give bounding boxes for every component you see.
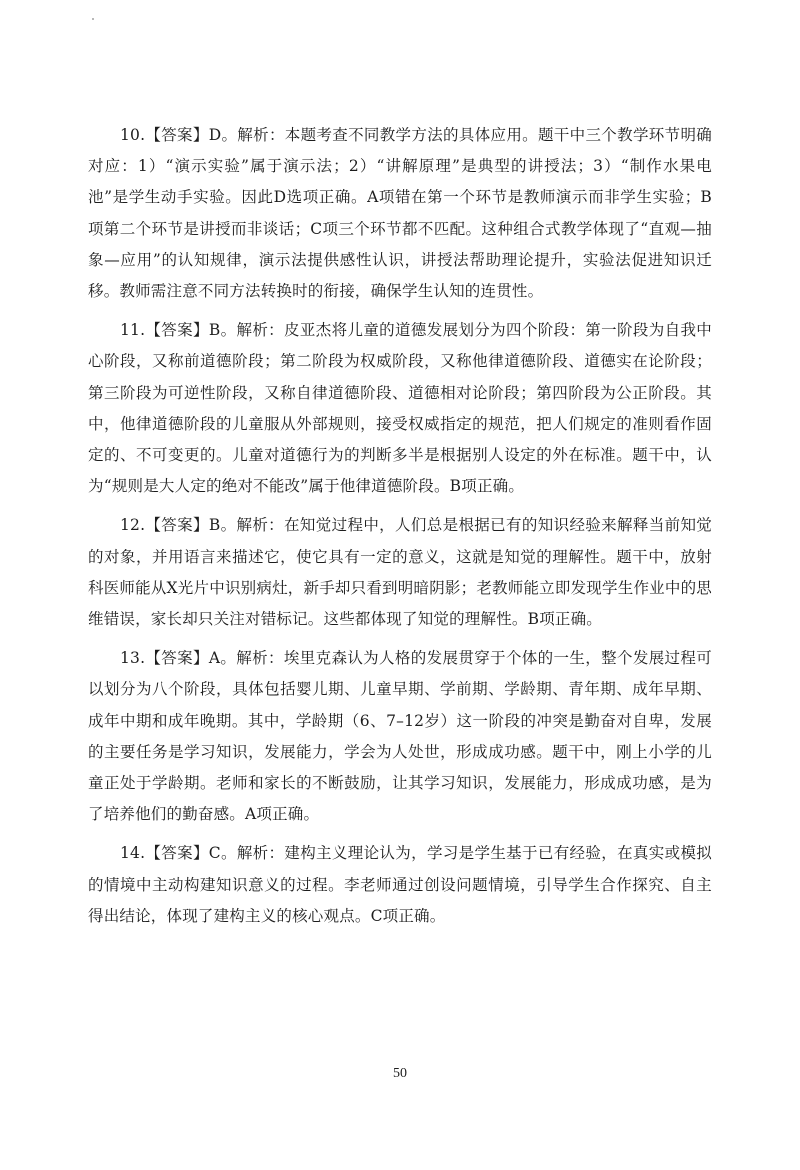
answer-text: B。解析：在知觉过程中，人们总是根据已有的知识经验来解释当前知觉的对象，并用语言来描述它，使它具有一定的意义，这就是知觉的理解性。题干中，放射科医师能从X光片中识别病灶，新手却只看到明暗阴影；老教师能立即发现学生作业中的思维错误，家长却只关注对错标记。这些都体现了知觉的理解性。B项正确。 xyxy=(88,516,712,629)
answer-text: A。解析：埃里克森认为人格的发展贯穿于个体的一生，整个发展过程可以划分为八个阶段，具体包括婴儿期、儿童早期、学前期、学龄期、青年期、成年早期、成年中期和成年晚期。其中，学龄期（6、7–12岁）这一阶段的冲突是勤奋对自卑，发展的主要任务是学习知识，发展能力，学会为人处世，形成成功感。题干中，刚上小学的儿童正处于学龄期。老师和家长的不断鼓励，让其学习知识，发展能力，形成成功感，是为了培养他们的勤奋感。A项正确。 xyxy=(88,649,712,824)
answer-tag: 【答案】 xyxy=(145,126,209,144)
answer-text: C。解析：建构主义理论认为，学习是学生基于已有经验，在真实或模拟的情境中主动构建知识意义的过程。李老师通过创设问题情境，引导学生合作探究、自主得出结论，体现了建构主义的核心观点。C项正确。 xyxy=(88,844,712,925)
question-number: 11. xyxy=(120,321,146,340)
answer-tag: 【答案】 xyxy=(145,516,209,535)
answer-explanations xyxy=(88,120,712,940)
answer-paragraph-13 xyxy=(88,643,712,830)
answer-tag: 【答案】 xyxy=(145,321,209,340)
question-number: 12. xyxy=(120,516,146,535)
answer-paragraph-12 xyxy=(88,510,712,635)
answer-text: D。解析：本题考查不同教学方法的具体应用。题干中三个教学环节明确对应：1）“演示实验”属于演示法；2）“讲解原理”是典型的讲授法；3）“制作水果电池”是学生动手实验。因此D选项正确。A项错在第一个环节是教师演示而非学生实验；B项第二个环节是讲授而非谈话；C项三个环节都不匹配。这种组合式教学体现了“直观—抽象—应用”的认知规律，演示法提供感性认识，讲授法帮助理论提升，实验法促进知识迁移。教师需注意不同方法转换时的衔接，确保学生认知的连贯性。 xyxy=(88,126,712,301)
question-number: 13. xyxy=(120,649,146,668)
answer-paragraph-10 xyxy=(88,120,712,307)
page-number: 50 xyxy=(393,1066,407,1081)
answer-paragraph-11 xyxy=(88,315,712,502)
answer-paragraph-14 xyxy=(88,838,712,932)
answer-tag: 【答案】 xyxy=(145,844,209,863)
question-number: 14. xyxy=(120,844,146,863)
question-number: 10. xyxy=(120,126,146,144)
scan-corner-mark xyxy=(92,18,94,20)
answer-tag: 【答案】 xyxy=(145,649,209,668)
answer-text: B。解析：皮亚杰将儿童的道德发展划分为四个阶段：第一阶段为自我中心阶段，又称前道德阶段；第二阶段为权威阶段，又称他律道德阶段、道德实在论阶段；第三阶段为可逆性阶段，又称自律道德阶段、道德相对论阶段；第四阶段为公正阶段。其中，他律道德阶段的儿童服从外部规则，接受权威指定的规范，把人们规定的准则看作固定的、不可变更的。儿童对道德行为的判断多半是根据别人设定的外在标准。题干中，认为“规则是大人定的绝对不能改”属于他律道德阶段。B项正确。 xyxy=(88,321,712,496)
